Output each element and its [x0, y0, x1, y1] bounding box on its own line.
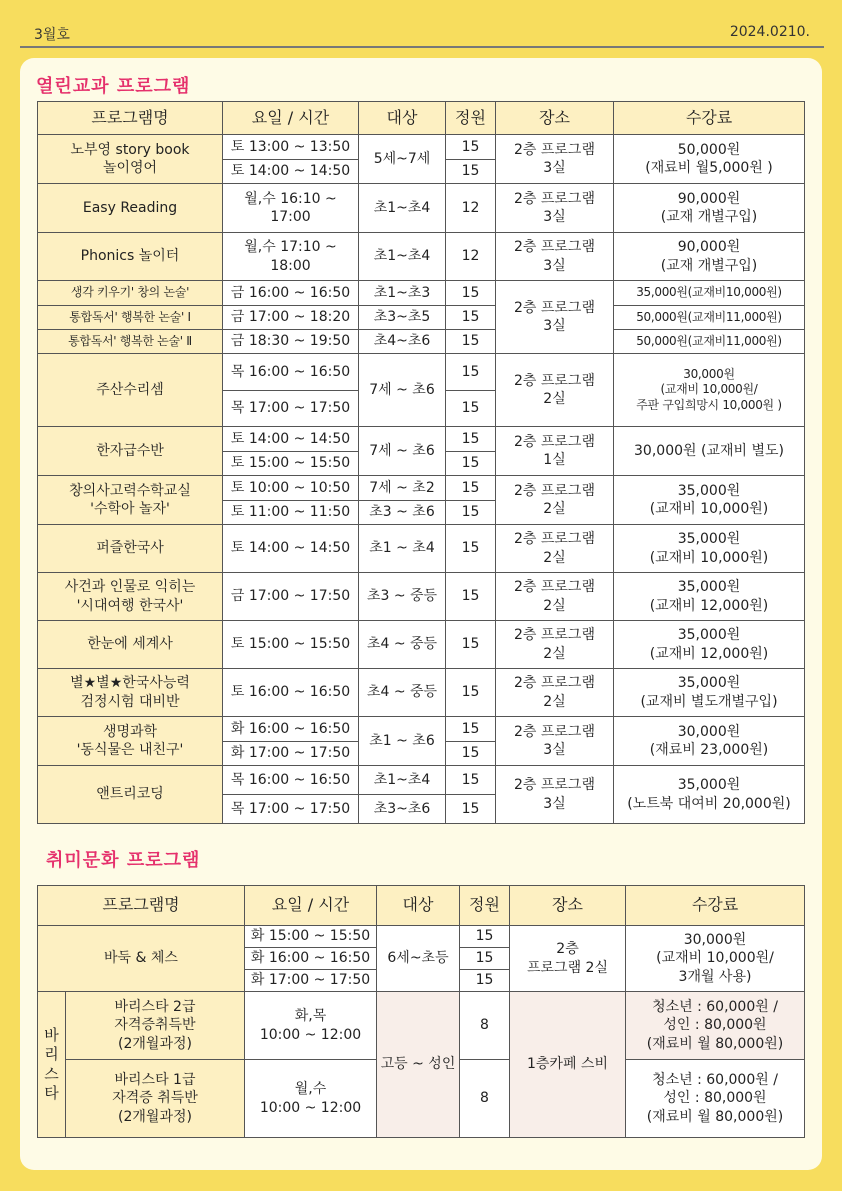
- capacity-cell: 8: [460, 1060, 510, 1138]
- program-name: 사건과 인물로 익히는 '시대여행 한국사': [38, 573, 223, 621]
- capacity-cell: 15: [446, 452, 496, 476]
- target-cell: 초3~초6: [359, 795, 446, 824]
- program-name: 별★별★한국사능력 검정시험 대비반: [38, 669, 223, 717]
- schedule-cell: 화 16:00 ~ 16:50: [245, 948, 377, 970]
- capacity-cell: 15: [446, 427, 496, 452]
- place-cell: 2층 프로그램 2실: [510, 926, 626, 992]
- capacity-cell: 15: [446, 160, 496, 184]
- place-cell: 2층 프로그램 2실: [496, 669, 614, 717]
- schedule-cell: 금 17:00 ~ 18:20: [223, 306, 359, 330]
- target-cell: 초3~초5: [359, 306, 446, 330]
- program-name: Phonics 놀이터: [38, 233, 223, 281]
- target-cell: 초4~초6: [359, 330, 446, 354]
- capacity-cell: 15: [446, 717, 496, 742]
- hobby-culture-table: [37, 885, 805, 1138]
- schedule-cell: 토 13:00 ~ 13:50: [223, 135, 359, 160]
- capacity-cell: 15: [446, 525, 496, 573]
- program-name: 퍼즐한국사: [38, 525, 223, 573]
- target-cell: 7세 ~ 초6: [359, 354, 446, 427]
- table-row: [38, 573, 805, 621]
- place-cell: 2층 프로그램 2실: [496, 525, 614, 573]
- program-name: 창의사고력수학교실 '수학아 놀자': [38, 476, 223, 525]
- capacity-cell: 15: [460, 970, 510, 992]
- place-cell: 2층 프로그램 3실: [496, 233, 614, 281]
- capacity-cell: 15: [446, 135, 496, 160]
- place-cell: 2층 프로그램 3실: [496, 135, 614, 184]
- schedule-cell: 화 16:00 ~ 16:50: [223, 717, 359, 742]
- place-cell: 2층 프로그램 3실: [496, 717, 614, 766]
- program-name: 생명과학 '동식물은 내친구': [38, 717, 223, 766]
- col-header: 대상: [377, 886, 460, 926]
- program-name: 바리스타 1급 자격증 취득반 (2개월과정): [66, 1060, 245, 1138]
- schedule-cell: 토 10:00 ~ 10:50: [223, 476, 359, 501]
- capacity-cell: 15: [446, 766, 496, 795]
- col-header: 프로그램명: [38, 102, 223, 135]
- col-header: 장소: [510, 886, 626, 926]
- place-cell: 1층카페 스비: [510, 992, 626, 1138]
- capacity-cell: 15: [460, 948, 510, 970]
- target-cell: 초3 ~ 중등: [359, 573, 446, 621]
- capacity-cell: 15: [446, 669, 496, 717]
- table-row: [38, 476, 805, 501]
- place-cell: 2층 프로그램 2실: [496, 621, 614, 669]
- capacity-cell: 8: [460, 992, 510, 1060]
- table-row: [38, 306, 805, 330]
- table-header-row: [38, 886, 805, 926]
- fee-cell: 35,000원 (노트북 대여비 20,000원): [614, 766, 805, 824]
- schedule-cell: 화 15:00 ~ 15:50: [245, 926, 377, 948]
- fee-cell: 30,000원 (교재비 별도): [614, 427, 805, 476]
- fee-cell: 청소년 : 60,000원 / 성인 : 80,000원 (재료비 월 80,000원): [626, 1060, 805, 1138]
- target-cell: 초3 ~ 초6: [359, 501, 446, 525]
- col-header: 정원: [446, 102, 496, 135]
- capacity-cell: 15: [446, 306, 496, 330]
- fee-cell: 50,000원 (재료비 월5,000원 ): [614, 135, 805, 184]
- target-cell: 초1~초4: [359, 233, 446, 281]
- target-cell: 초1 ~ 초4: [359, 525, 446, 573]
- place-cell: 2층 프로그램 2실: [496, 573, 614, 621]
- schedule-cell: 목 16:00 ~ 16:50: [223, 354, 359, 391]
- capacity-cell: 15: [446, 281, 496, 306]
- schedule-cell: 토 14:00 ~ 14:50: [223, 160, 359, 184]
- schedule-cell: 토 15:00 ~ 15:50: [223, 621, 359, 669]
- table-row: [38, 766, 805, 795]
- fee-cell: 50,000원(교재비11,000원): [614, 330, 805, 354]
- capacity-cell: 15: [446, 354, 496, 391]
- schedule-cell: 금 18:30 ~ 19:50: [223, 330, 359, 354]
- target-cell: 7세 ~ 초6: [359, 427, 446, 476]
- table-row: [38, 354, 805, 391]
- capacity-cell: 15: [446, 795, 496, 824]
- program-name: 한자급수반: [38, 427, 223, 476]
- col-header: 수강료: [614, 102, 805, 135]
- schedule-cell: 토 16:00 ~ 16:50: [223, 669, 359, 717]
- table-row: [38, 184, 805, 233]
- capacity-cell: 15: [446, 573, 496, 621]
- section-title-open-subjects: 열린교과 프로그램: [36, 76, 191, 97]
- program-name: 한눈에 세계사: [38, 621, 223, 669]
- table-row: [38, 717, 805, 742]
- place-cell: 2층 프로그램 1실: [496, 427, 614, 476]
- section-title-hobby-culture: 취미문화 프로그램: [46, 850, 201, 871]
- program-name: 통합독서' 행복한 논술' Ⅱ: [38, 330, 223, 354]
- table-row: [38, 669, 805, 717]
- program-name: 바둑 & 체스: [38, 926, 245, 992]
- capacity-cell: 15: [446, 391, 496, 427]
- page-header: [20, 0, 824, 48]
- table-row: [38, 621, 805, 669]
- target-cell: 초1~초4: [359, 184, 446, 233]
- table-row: [38, 281, 805, 306]
- table-header-row: [38, 102, 805, 135]
- col-header: 수강료: [626, 886, 805, 926]
- target-cell: 6세~초등: [377, 926, 460, 992]
- schedule-cell: 목 16:00 ~ 16:50: [223, 766, 359, 795]
- table-row: [38, 525, 805, 573]
- capacity-cell: 12: [446, 184, 496, 233]
- schedule-cell: 토 11:00 ~ 11:50: [223, 501, 359, 525]
- schedule-cell: 월,수 17:10 ~ 18:00: [223, 233, 359, 281]
- fee-cell: 35,000원 (교재비 12,000원): [614, 573, 805, 621]
- schedule-cell: 토 14:00 ~ 14:50: [223, 525, 359, 573]
- target-cell: 초1~초3: [359, 281, 446, 306]
- program-name: 통합독서' 행복한 논술' Ⅰ: [38, 306, 223, 330]
- capacity-cell: 15: [446, 501, 496, 525]
- schedule-cell: 월,수 10:00 ~ 12:00: [245, 1060, 377, 1138]
- schedule-cell: 월,수 16:10 ~ 17:00: [223, 184, 359, 233]
- fee-cell: 90,000원 (교재 개별구입): [614, 184, 805, 233]
- capacity-cell: 15: [446, 330, 496, 354]
- place-cell: 2층 프로그램 2실: [496, 476, 614, 525]
- fee-cell: 35,000원 (교재비 10,000원): [614, 476, 805, 525]
- target-cell: 초4 ~ 중등: [359, 669, 446, 717]
- schedule-cell: 목 17:00 ~ 17:50: [223, 795, 359, 824]
- place-cell: 2층 프로그램 2실: [496, 354, 614, 427]
- issue-date: 2024.0210.: [729, 24, 810, 40]
- col-header: 대상: [359, 102, 446, 135]
- capacity-cell: 15: [460, 926, 510, 948]
- fee-cell: 35,000원(교재비10,000원): [614, 281, 805, 306]
- col-header: 장소: [496, 102, 614, 135]
- program-name: 주산수리셈: [38, 354, 223, 427]
- issue-label: 3월호: [34, 27, 70, 43]
- col-header: 요일 / 시간: [223, 102, 359, 135]
- schedule-cell: 화 17:00 ~ 17:50: [223, 742, 359, 766]
- schedule-cell: 금 16:00 ~ 16:50: [223, 281, 359, 306]
- group-label-barista: 바 리 스 타: [38, 992, 66, 1138]
- fee-cell: 50,000원(교재비11,000원): [614, 306, 805, 330]
- place-cell: 2층 프로그램 3실: [496, 184, 614, 233]
- fee-cell: 30,000원 (교재비 10,000원/ 주판 구입희망시 10,000원 ): [614, 354, 805, 427]
- place-cell: 2층 프로그램 3실: [496, 281, 614, 354]
- capacity-cell: 15: [446, 742, 496, 766]
- table-row: [38, 233, 805, 281]
- table-row: [38, 330, 805, 354]
- fee-cell: 35,000원 (교재비 12,000원): [614, 621, 805, 669]
- col-header: 정원: [460, 886, 510, 926]
- table-row: [38, 992, 805, 1060]
- open-subjects-table: [37, 101, 805, 824]
- fee-cell: 30,000원 (재료비 23,000원): [614, 717, 805, 766]
- target-cell: 초1~초4: [359, 766, 446, 795]
- schedule-cell: 화 17:00 ~ 17:50: [245, 970, 377, 992]
- fee-cell: 35,000원 (교재비 10,000원): [614, 525, 805, 573]
- table-row: [38, 427, 805, 452]
- schedule-cell: 금 17:00 ~ 17:50: [223, 573, 359, 621]
- table-row: [38, 926, 805, 948]
- col-header: 프로그램명: [38, 886, 245, 926]
- schedule-cell: 목 17:00 ~ 17:50: [223, 391, 359, 427]
- col-header: 요일 / 시간: [245, 886, 377, 926]
- target-cell: 5세~7세: [359, 135, 446, 184]
- schedule-cell: 토 15:00 ~ 15:50: [223, 452, 359, 476]
- table-row: [38, 135, 805, 160]
- program-name: 노부영 story book 놀이영어: [38, 135, 223, 184]
- program-name: 생각 키우기' 창의 논술': [38, 281, 223, 306]
- schedule-cell: 화,목 10:00 ~ 12:00: [245, 992, 377, 1060]
- program-name: 바리스타 2급 자격증취득반 (2개월과정): [66, 992, 245, 1060]
- place-cell: 2층 프로그램 3실: [496, 766, 614, 824]
- target-cell: 초1 ~ 초6: [359, 717, 446, 766]
- fee-cell: 90,000원 (교재 개별구입): [614, 233, 805, 281]
- program-name: 앤트리코딩: [38, 766, 223, 824]
- fee-cell: 35,000원 (교재비 별도개별구입): [614, 669, 805, 717]
- capacity-cell: 15: [446, 476, 496, 501]
- target-cell: 초4 ~ 중등: [359, 621, 446, 669]
- fee-cell: 청소년 : 60,000원 / 성인 : 80,000원 (재료비 월 80,000원): [626, 992, 805, 1060]
- target-cell: 7세 ~ 초2: [359, 476, 446, 501]
- capacity-cell: 12: [446, 233, 496, 281]
- schedule-cell: 토 14:00 ~ 14:50: [223, 427, 359, 452]
- target-cell: 고등 ~ 성인: [377, 992, 460, 1138]
- program-name: Easy Reading: [38, 184, 223, 233]
- capacity-cell: 15: [446, 621, 496, 669]
- fee-cell: 30,000원 (교재비 10,000원/ 3개월 사용): [626, 926, 805, 992]
